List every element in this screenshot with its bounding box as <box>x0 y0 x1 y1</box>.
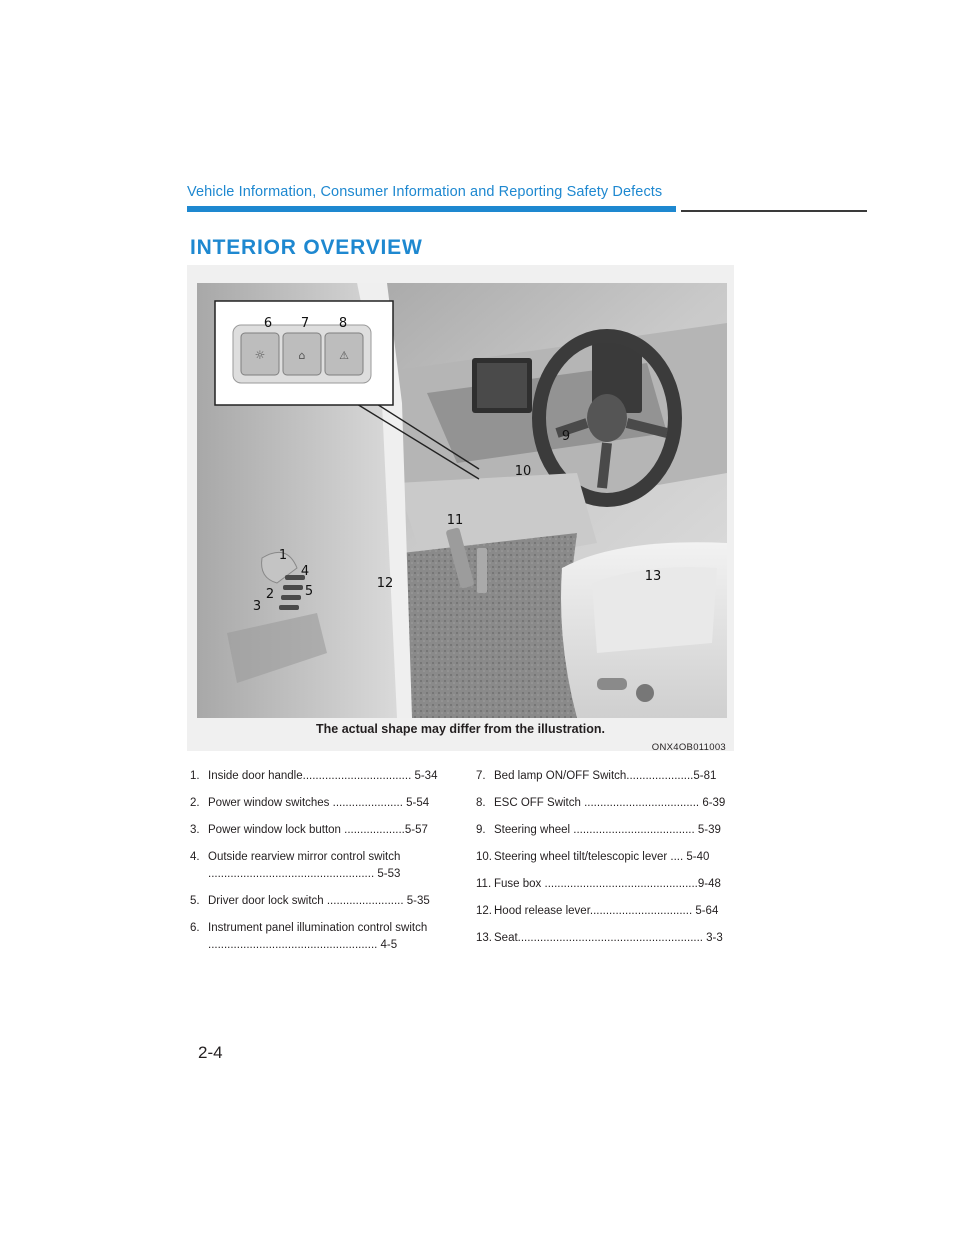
callout-13: 13 <box>644 569 662 584</box>
svg-text:⚠: ⚠ <box>339 349 349 362</box>
item-text: Steering wheel tilt/telescopic lever .... 5-40 <box>494 851 710 863</box>
item-text: Hood release lever................................ 5-64 <box>494 905 719 917</box>
item-text: Inside door handle.................................. 5-34 <box>208 770 438 782</box>
callout-2: 2 <box>265 587 275 602</box>
item-number: 5. <box>190 895 200 907</box>
item-number: 6. <box>190 922 200 934</box>
figure-caption: The actual shape may differ from the illustration. <box>316 722 605 736</box>
item-text: Steering wheel ...................................... 5-39 <box>494 824 721 836</box>
list-item <box>476 795 742 812</box>
list-item <box>476 930 742 947</box>
item-text: Bed lamp ON/OFF Switch.....................5-81 <box>494 770 717 782</box>
item-number: 7. <box>476 770 486 782</box>
list-item <box>190 795 457 812</box>
callout-1: 1 <box>278 548 288 563</box>
callout-7: 7 <box>300 316 310 331</box>
item-number: 10. <box>476 851 492 863</box>
callout-8: 8 <box>338 316 348 331</box>
item-text: ESC OFF Switch .................................... 6-39 <box>494 797 726 809</box>
callout-4: 4 <box>300 564 310 579</box>
header-rule-blue <box>187 206 676 212</box>
callout-9: 9 <box>561 429 571 444</box>
item-number: 4. <box>190 851 200 863</box>
item-text: Driver door lock switch ........................ 5-35 <box>208 895 430 907</box>
callout-6: 6 <box>263 316 273 331</box>
item-number: 8. <box>476 797 486 809</box>
item-text: Power window lock button ...................5-57 <box>208 824 428 836</box>
item-number: 11. <box>476 878 492 890</box>
item-text: Power window switches ...................... 5-54 <box>208 797 430 809</box>
callout-5: 5 <box>304 584 314 599</box>
header-rule-dark <box>681 210 867 212</box>
callout-3: 3 <box>252 599 262 614</box>
item-number: 3. <box>190 824 200 836</box>
item-number: 9. <box>476 824 486 836</box>
item-text: Instrument panel illumination control switch ..................................................... 4-5 <box>208 922 428 951</box>
list-item <box>476 876 742 893</box>
list-item <box>190 768 457 785</box>
list-item <box>190 822 457 839</box>
list-item <box>476 822 742 839</box>
list-item <box>190 849 457 883</box>
page-number: 2-4 <box>198 1043 223 1062</box>
list-item <box>476 768 742 785</box>
component-list-right <box>476 768 742 957</box>
list-item <box>190 893 457 910</box>
item-number: 13. <box>476 932 492 944</box>
item-number: 1. <box>190 770 200 782</box>
svg-text:☼: ☼ <box>254 348 266 362</box>
list-item <box>476 903 742 920</box>
svg-text:⌂: ⌂ <box>298 349 306 362</box>
callout-12: 12 <box>376 576 394 591</box>
interior-illustration <box>197 283 727 718</box>
item-text: Seat.......................................................... 3-3 <box>494 932 723 944</box>
item-number: 2. <box>190 797 200 809</box>
list-item <box>476 849 742 866</box>
item-number: 12. <box>476 905 492 917</box>
section-title: INTERIOR OVERVIEW <box>190 236 423 259</box>
figure-panel <box>187 265 734 751</box>
item-text: Outside rearview mirror control switch .................................................... 5-53 <box>208 851 401 880</box>
list-item <box>190 920 457 954</box>
running-header: Vehicle Information, Consumer Information and Reporting Safety Defects <box>187 184 663 200</box>
figure-code: ONX4OB011003 <box>651 742 726 753</box>
item-text: Fuse box ................................................9-48 <box>494 878 721 890</box>
component-list-left <box>190 768 457 964</box>
callout-11: 11 <box>446 513 464 528</box>
callout-10: 10 <box>514 464 532 479</box>
